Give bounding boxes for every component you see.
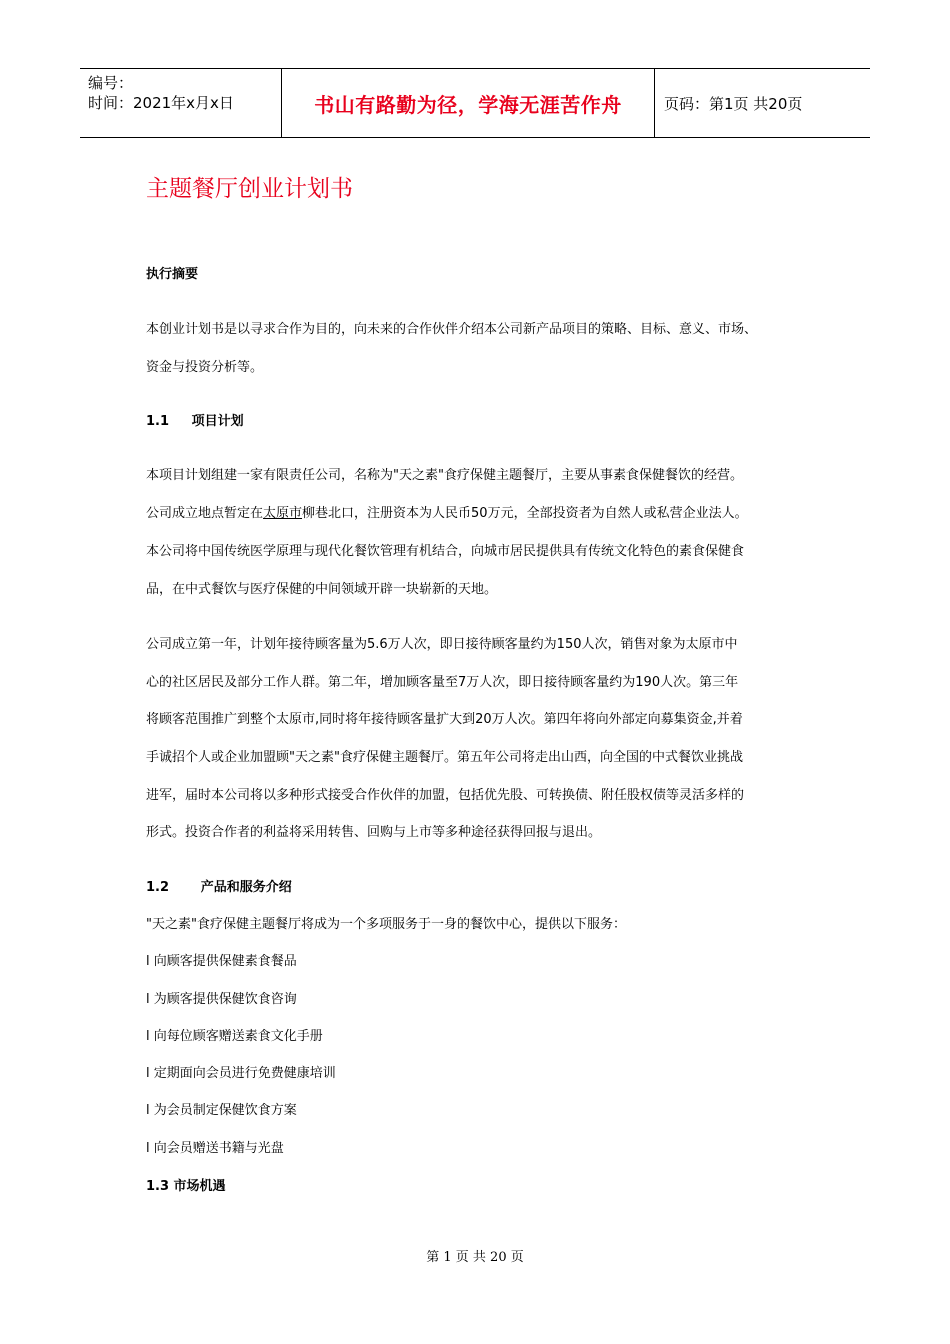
service-item: l 向顾客提供保健素食餐品 [146, 954, 297, 969]
summary-heading: 执行摘要 [146, 267, 199, 282]
text-segment: 柳巷北口，注册资本为人民币50万元，全部投资者为自然人或私营企业法人。 [302, 506, 748, 521]
page-header [80, 68, 870, 138]
header-divider [654, 69, 655, 137]
paragraph-line: 手诚招个人或企业加盟顾"天之素"食疗保健主题餐厅。第五年公司将走出山西，向全国的中式餐饮业挑战 [146, 750, 743, 765]
header-time-label: 时间：2021年x月x日 [88, 94, 234, 112]
summary-line: 本创业计划书是以寻求合作为目的，向未来的合作伙伴介绍本公司新产品项目的策略、目标、意义、市场、 [146, 322, 758, 337]
paragraph-line: 本项目计划组建一家有限责任公司，名称为"天之素"食疗保健主题餐厅，主要从事素食保健餐饮的经营。 [146, 468, 743, 483]
footer-page-text: 第 1 页 共 20 页 [426, 1250, 524, 1265]
paragraph-line: 心的社区居民及部分工作人群。第二年，增加顾客量至7万人次，即日接待顾客量约为190人次。第三年 [146, 675, 739, 690]
header-number-label: 编号： [88, 74, 134, 92]
service-item: l 定期面向会员进行免费健康培训 [146, 1066, 336, 1081]
text-segment: 公司成立地点暂定在 [146, 506, 264, 521]
service-item: l 为会员制定保健饮食方案 [146, 1103, 297, 1118]
paragraph-line [146, 502, 748, 521]
section-title: 项目计划 [191, 414, 244, 429]
header-motto: 书山有路勤为径，学海无涯苦作舟 [314, 92, 622, 117]
service-item: l 向会员赠送书籍与光盘 [146, 1141, 284, 1156]
section-number: 1.1 [146, 414, 170, 429]
city-link[interactable]: 太原市 [263, 506, 303, 521]
page-footer [0, 1246, 950, 1265]
services-intro: "天之素"食疗保健主题餐厅将成为一个多项服务于一身的餐饮中心，提供以下服务： [146, 917, 626, 932]
section-1-1-heading [146, 410, 244, 429]
header-page-info: 页码：第1页 共20页 [664, 94, 803, 113]
header-meta [88, 73, 234, 113]
paragraph-line: 本公司将中国传统医学原理与现代化餐饮管理有机结合，向城市居民提供具有传统文化特色的素食保健食 [146, 544, 745, 559]
document-title: 主题餐厅创业计划书 [146, 176, 353, 202]
paragraph-line: 公司成立第一年，计划年接待顾客量为5.6万人次，即日接待顾客量约为150人次，销售对象为太原市中 [146, 637, 738, 652]
paragraph-line: 形式。投资合作者的利益将采用转售、回购与上市等多种途径获得回报与退出。 [146, 825, 602, 840]
section-title: 产品和服务介绍 [200, 880, 292, 895]
section-1-2-heading [146, 876, 292, 895]
section-number: 1.2 [146, 880, 170, 895]
paragraph-line: 进军，届时本公司将以多种形式接受合作伙伴的加盟，包括优先股、可转换债、附任股权债等灵活多样的 [146, 788, 745, 803]
service-item: l 为顾客提供保健饮食咨询 [146, 992, 297, 1007]
paragraph-line: 将顾客范围推广到整个太原市,同时将年接待顾客量扩大到20万人次。第四年将向外部定向募集资金,并着 [146, 712, 743, 727]
paragraph-line: 品，在中式餐饮与医疗保健的中间领域开辟一块崭新的天地。 [146, 582, 498, 597]
section-1-3-heading: 1.3 市场机遇 [146, 1179, 226, 1194]
summary-line: 资金与投资分析等。 [146, 360, 264, 375]
service-item: l 向每位顾客赠送素食文化手册 [146, 1029, 323, 1044]
